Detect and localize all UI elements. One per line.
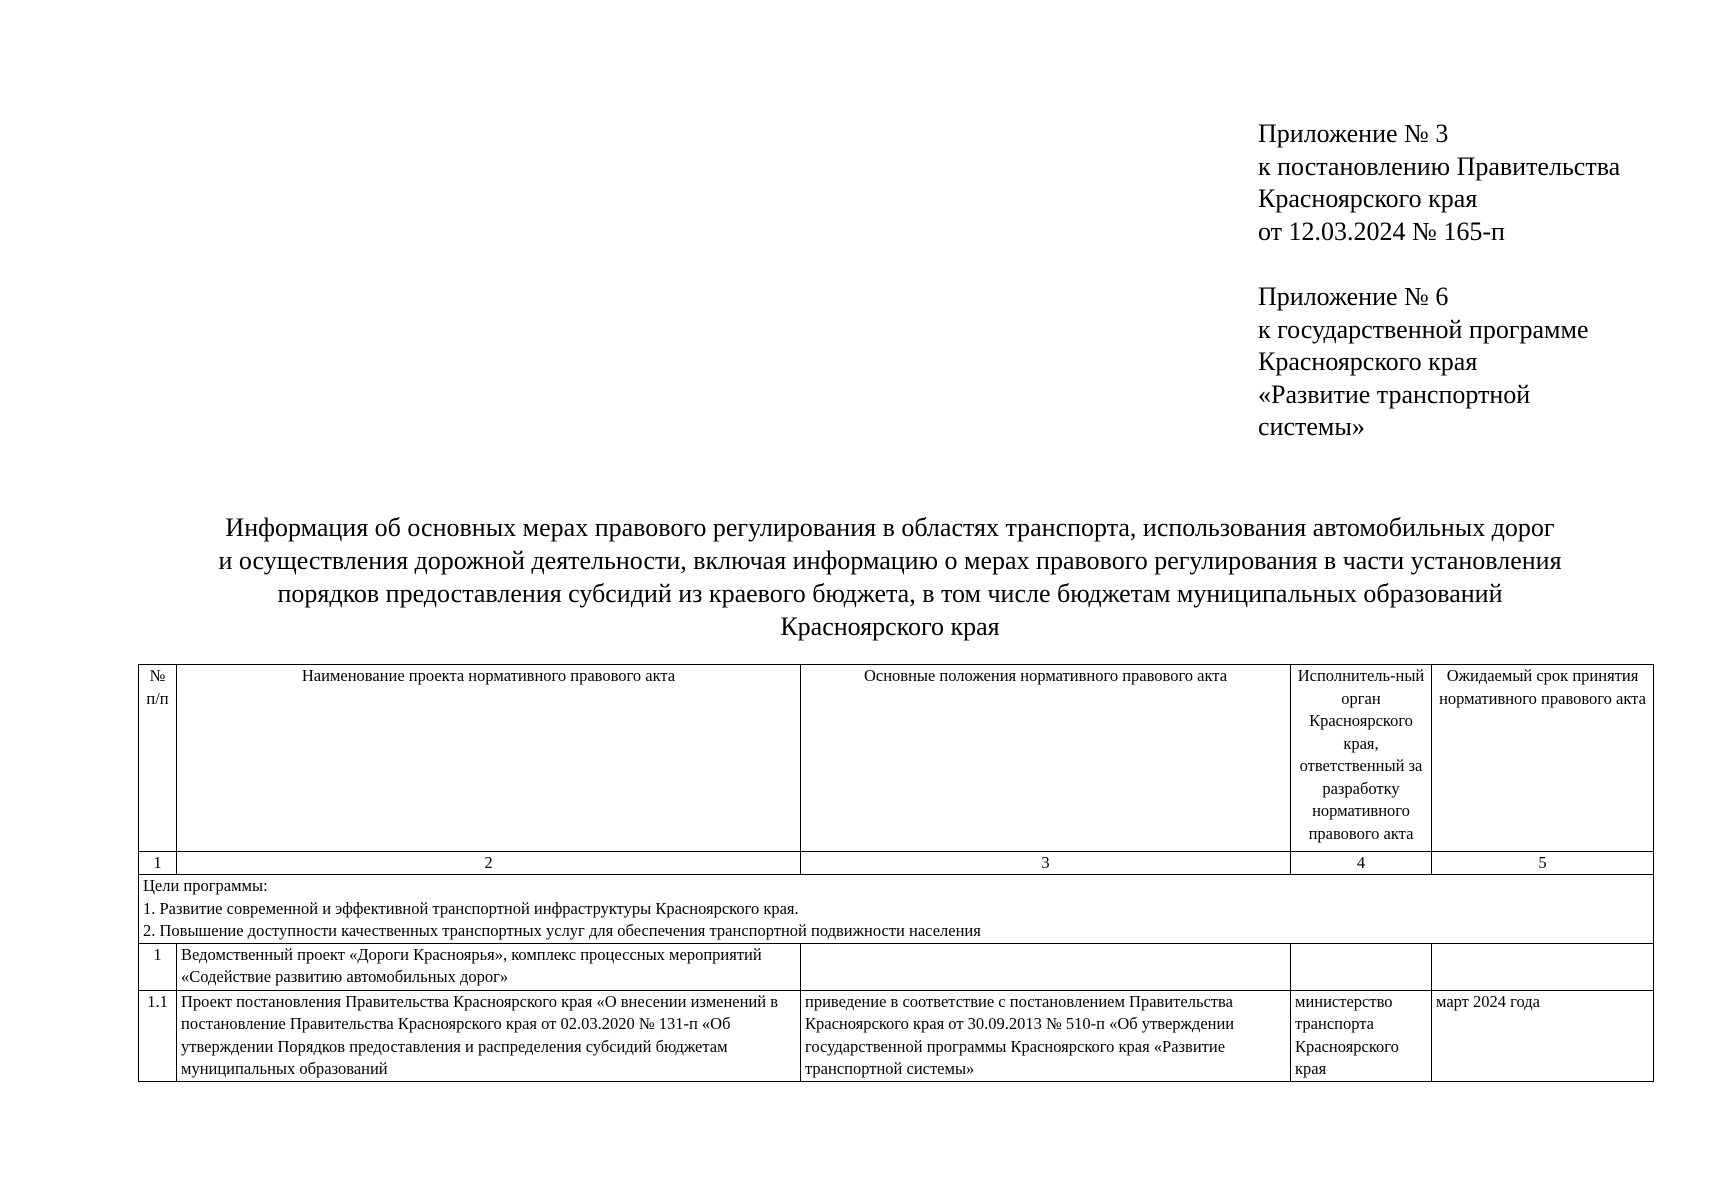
title-line: и осуществления дорожной деятельности, включая информацию о мерах правового регулирования в части установления <box>218 546 1562 575</box>
table-row <box>139 990 1654 1081</box>
header-number: № п/п <box>139 665 177 852</box>
goals-line: 2. Повышение доступности качественных транспортных услуг для обеспечения транспортной подвижности населения <box>143 921 981 940</box>
appendix-6-line: Красноярского края <box>1258 347 1478 376</box>
row-executor: министерство транспорта Красноярского края <box>1291 990 1432 1081</box>
row-executor <box>1291 943 1432 990</box>
goals-row <box>139 875 1654 944</box>
appendix-3-line: Приложение № 3 <box>1258 119 1449 148</box>
column-number: 1 <box>139 852 177 875</box>
row-provisions: приведение в соответствие с постановлением Правительства Красноярского края от 30.09.2013 № 510-п «Об утверждении государственной программы Красноярского края «Развитие транспортной системы» <box>801 990 1291 1081</box>
goals-line: 1. Развитие современной и эффективной транспортной инфраструктуры Красноярского края. <box>143 898 799 918</box>
column-number: 3 <box>801 852 1291 875</box>
appendix-6-line: к государственной программе <box>1258 314 1589 344</box>
row-provisions <box>801 943 1291 990</box>
row-term: март 2024 года <box>1432 990 1654 1081</box>
row-act-name: Проект постановления Правительства Красноярского края «О внесении изменений в постановление Правительства Красноярского края от 02.03.2020 № 131-п «Об утверждении Порядков предоставления и распределения субсидий бюджетам муниципальных образований <box>177 990 801 1081</box>
appendix-6-line: «Развитие транспортной <box>1258 379 1531 409</box>
row-term <box>1432 943 1654 990</box>
row-act-name: Ведомственный проект «Дороги Красноярья», комплекс процессных мероприятий «Содействие развитию автомобильных дорог» <box>177 943 801 990</box>
legal-measures-table <box>138 664 1654 1082</box>
column-number: 5 <box>1432 852 1654 875</box>
header-term: Ожидаемый срок принятия нормативного правового акта <box>1432 665 1654 852</box>
row-number: 1.1 <box>139 990 177 1081</box>
appendix-3-block <box>1258 118 1620 248</box>
appendix-6-line: Приложение № 6 <box>1258 282 1449 311</box>
column-number-row <box>139 852 1654 875</box>
appendix-3-line: Красноярского края <box>1258 184 1478 213</box>
document-title <box>120 511 1660 643</box>
header-executor: Исполнитель-ный орган Красноярского края, ответственный за разработку нормативного правового акта <box>1291 665 1432 852</box>
header-provisions: Основные положения нормативного правового акта <box>801 665 1291 852</box>
title-line: порядков предоставления субсидий из краевого бюджета, в том числе бюджетам муниципальных образований <box>277 579 1503 608</box>
column-number: 4 <box>1291 852 1432 875</box>
appendix-6-line: системы» <box>1258 412 1365 441</box>
appendix-3-line: от 12.03.2024 № 165-п <box>1258 216 1505 246</box>
title-line: Красноярского края <box>780 612 1000 641</box>
goals-cell <box>139 875 1654 944</box>
column-number: 2 <box>177 852 801 875</box>
appendix-6-block <box>1258 281 1589 444</box>
appendix-3-line: к постановлению Правительства <box>1258 151 1621 181</box>
title-line: Информация об основных мерах правового регулирования в областях транспорта, использования автомобильных дорог <box>225 513 1555 542</box>
table-header-row <box>139 665 1654 852</box>
table-row <box>139 943 1654 990</box>
goals-line: Цели программы: <box>143 876 268 895</box>
header-act-name: Наименование проекта нормативного правового акта <box>177 665 801 852</box>
row-number: 1 <box>139 943 177 990</box>
